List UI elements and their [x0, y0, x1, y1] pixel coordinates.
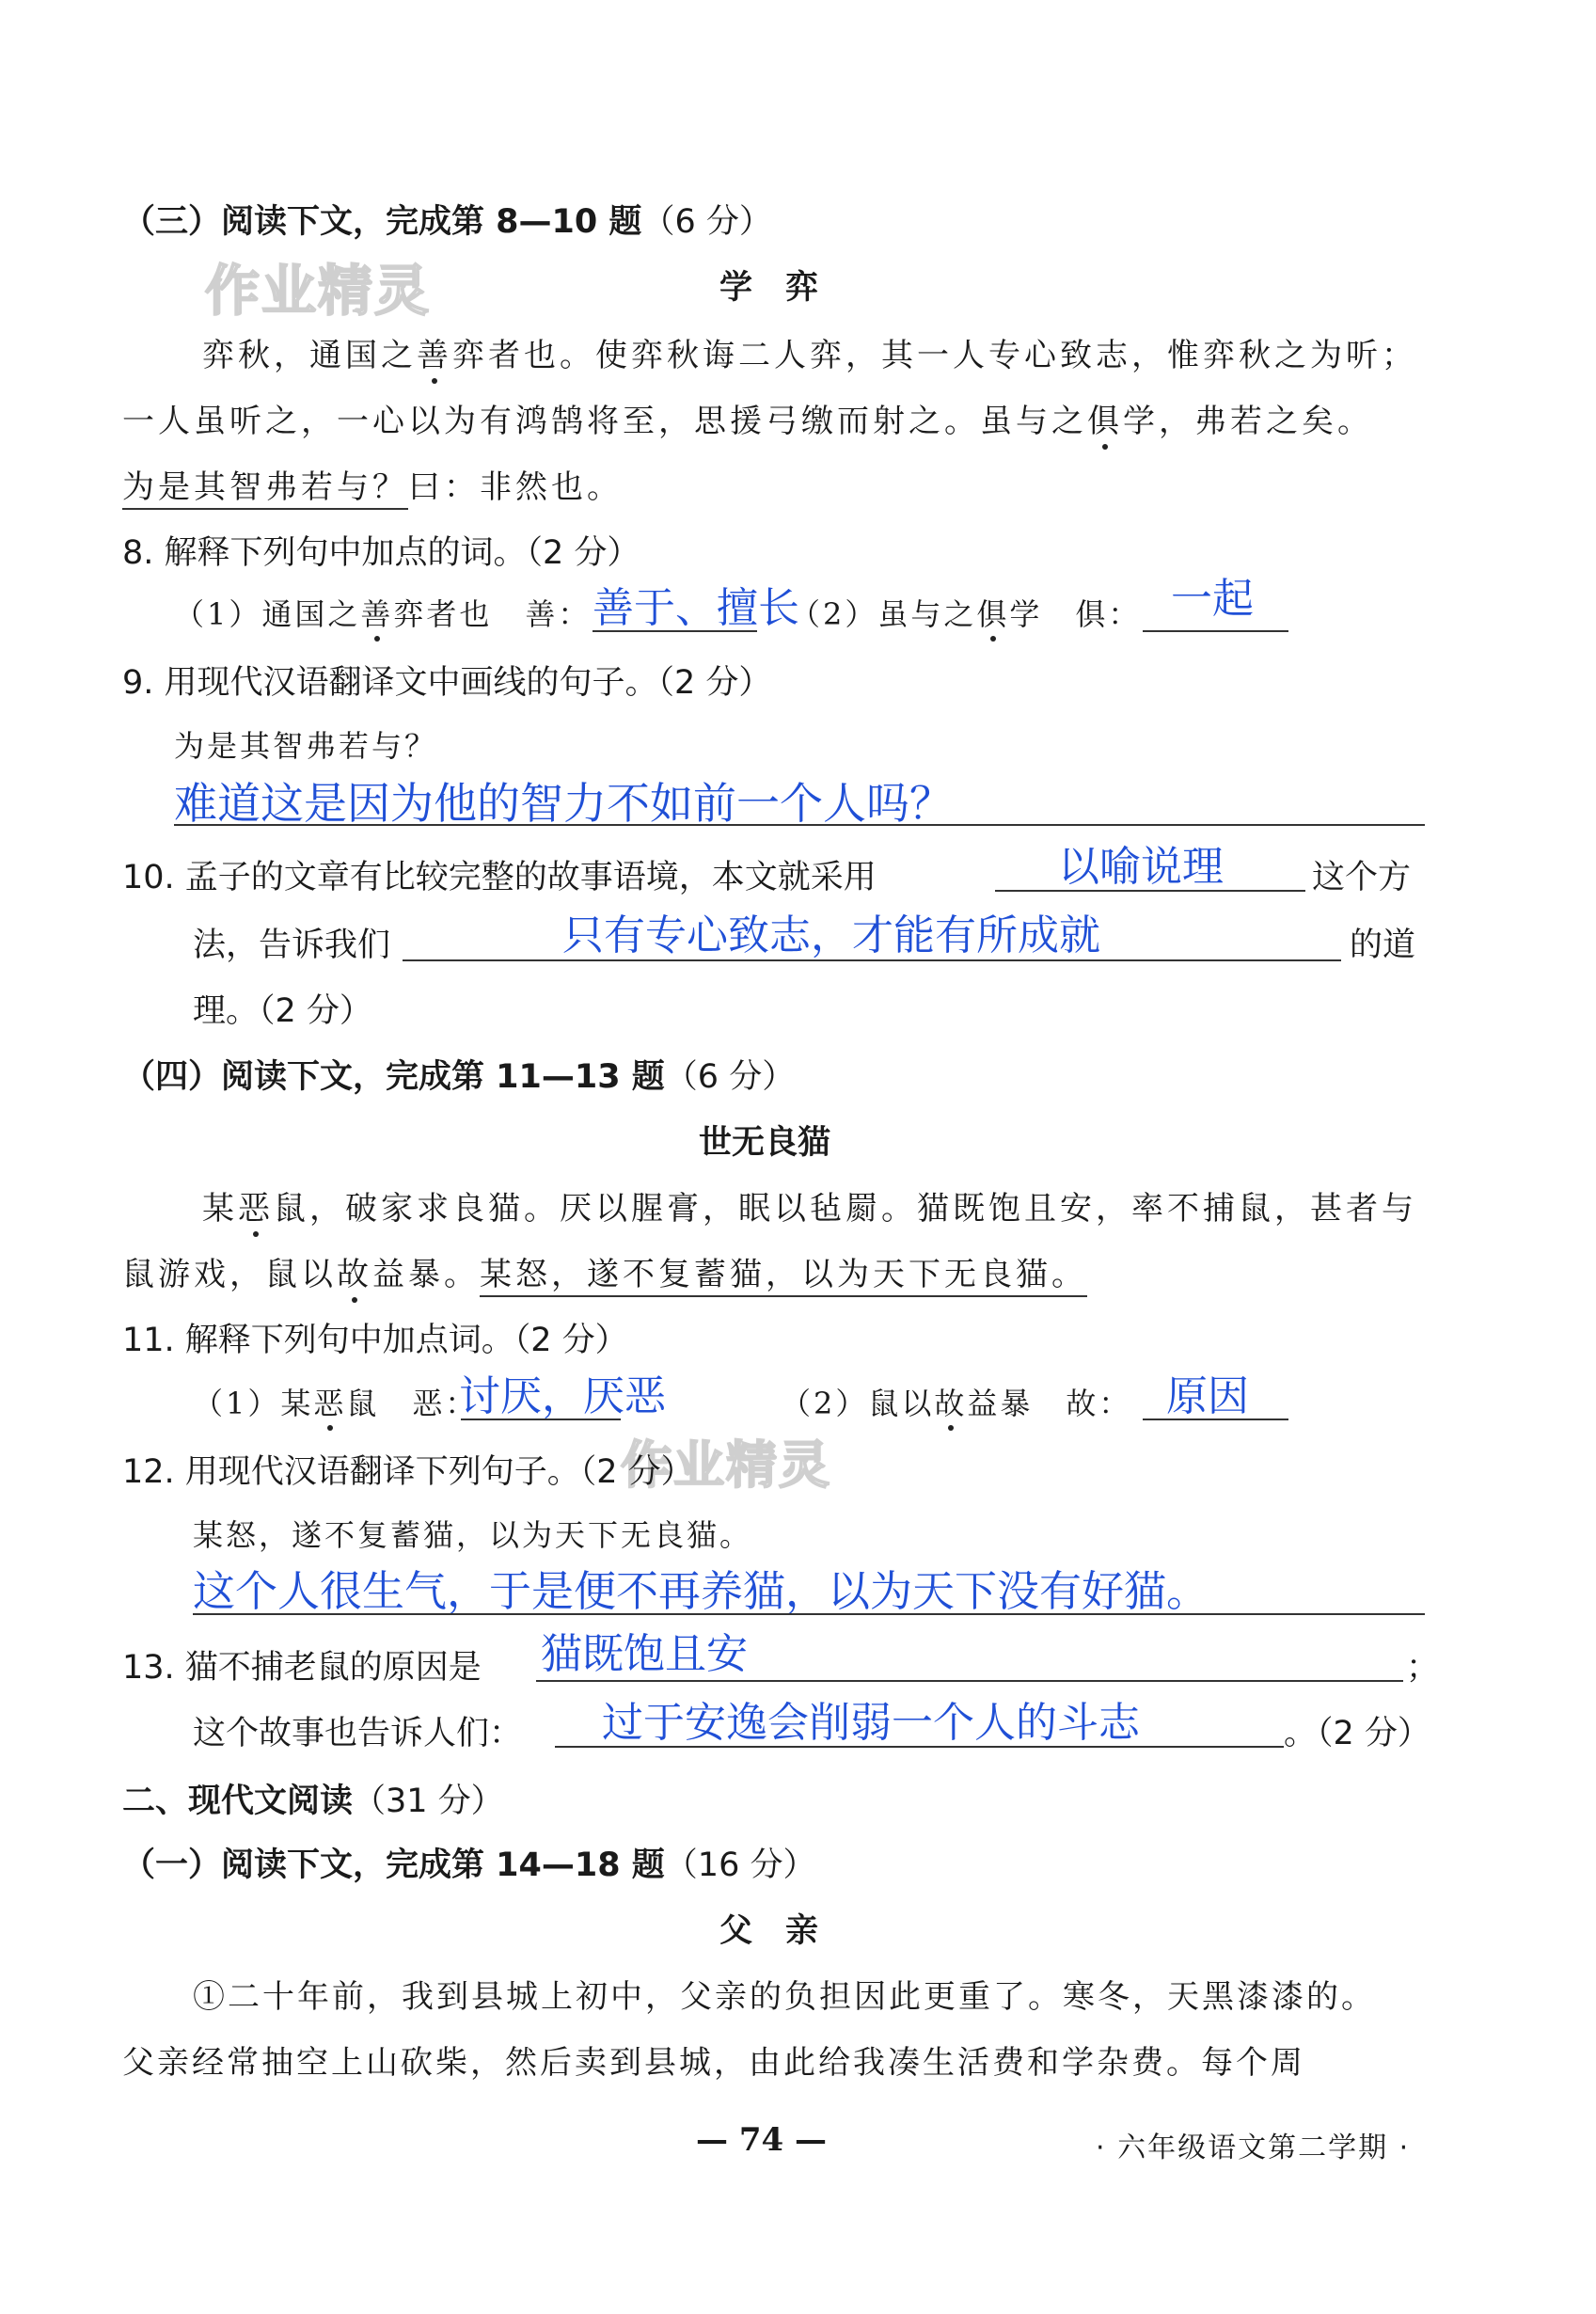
handwritten-answer: 善于、擅长: [593, 584, 799, 632]
handwritten-answer: 难道这是因为他的智力不如前一个人吗？: [174, 778, 953, 829]
question-8-item-2: （2）虽与之俱学 俱：: [790, 596, 1142, 632]
question-10-text: 这个方: [1312, 859, 1412, 896]
handwritten-answer: 讨厌，厌恶: [459, 1372, 666, 1420]
question-11-item-2: （2）鼠以故益暴 故：: [781, 1386, 1132, 1421]
passage-line: 一人虽听之，一心以为有鸿鹄将至，思援弓缴而射之。虽与之俱学，弗若之矣。: [122, 403, 1373, 440]
question-10-text: 法，告诉我们: [193, 927, 391, 964]
emphasis-dot-char: 善: [417, 337, 452, 374]
answer-line: [193, 1613, 1425, 1615]
watermark: 作业精灵: [205, 259, 432, 323]
question-13-text: ；: [1406, 1649, 1440, 1687]
answer-line: [174, 824, 1425, 826]
handwritten-answer: 一起: [1171, 575, 1254, 623]
page-number: — 74 —: [696, 2121, 827, 2159]
question-13-text: 。（2 分）: [1284, 1715, 1430, 1752]
section-heading: （三）阅读下文，完成第 8—10 题（6 分）: [122, 203, 772, 241]
question-13: 13. 猫不捕老鼠的原因是: [122, 1649, 482, 1687]
handwritten-answer: 以喻说理: [1058, 843, 1224, 891]
handwritten-answer: 这个人很生气，于是便不再养猫，以为天下没有好猫。: [193, 1566, 1209, 1616]
passage-line: 弈秋，通国之善弈者也。使弈秋诲二人弈，其一人专心致志，惟弈秋之为听；: [202, 337, 1417, 374]
section-heading: （一）阅读下文，完成第 14—18 题（16 分）: [122, 1846, 816, 1884]
question-12: 12. 用现代汉语翻译下列句子。（2 分）: [122, 1453, 694, 1491]
emphasis-dot-char: 俱: [1087, 403, 1123, 440]
passage-line: 为是其智弗若与？曰：非然也。: [122, 461, 623, 507]
passage-title: 父 亲: [719, 1912, 819, 1950]
part-heading: 二、现代文阅读（31 分）: [122, 1783, 504, 1820]
underlined-sentence: 为是其智弗若与？: [122, 468, 408, 510]
passage-title: 学 弈: [719, 269, 819, 307]
question-11: 11. 解释下列句中加点词。（2 分）: [122, 1322, 628, 1359]
watermark: 作业精灵: [621, 1435, 831, 1495]
answer-line: [536, 1680, 1403, 1682]
question-10: 10. 孟子的文章有比较完整的故事语境，本文就采用: [122, 859, 877, 896]
handwritten-answer: 猫既饱且安: [541, 1630, 748, 1678]
underlined-sentence: 某怒，遂不复蓄猫，以为天下无良猫。: [480, 1256, 1087, 1297]
question-11-item-1: （1）某恶鼠 恶：: [193, 1386, 479, 1421]
handwritten-answer: 过于安逸会削弱一个人的斗志: [602, 1699, 1140, 1747]
handwritten-answer: 只有专心致志，才能有所成就: [562, 911, 1100, 959]
passage-title: 世无良猫: [699, 1124, 831, 1162]
question-10-text: 理。（2 分）: [193, 992, 372, 1030]
passage-line: ①二十年前，我到县城上初中，父亲的负担因此更重了。寒冬，天黑漆漆的。: [193, 1978, 1376, 2016]
question-12-sentence: 某怒，遂不复蓄猫，以为天下无良猫。: [193, 1517, 753, 1553]
answer-line: [1143, 630, 1288, 632]
question-9-sentence: 为是其智弗若与？: [174, 728, 438, 764]
question-8: 8. 解释下列句中加点的词。（2 分）: [122, 534, 640, 572]
question-13-text: 这个故事也告诉人们：: [193, 1715, 523, 1752]
book-title: · 六年级语文第二学期 ·: [1096, 2132, 1411, 2164]
question-9: 9. 用现代汉语翻译文中画线的句子。（2 分）: [122, 664, 772, 702]
passage-line: 鼠游戏，鼠以故益暴。某怒，遂不复蓄猫，以为天下无良猫。: [122, 1248, 1087, 1294]
question-10-text: 的道: [1350, 927, 1416, 964]
passage-line: 某恶鼠，破家求良猫。厌以腥膏，眠以毡罽。猫既饱且安，率不捕鼠，甚者与: [202, 1190, 1417, 1228]
passage-line: 父亲经常抽空上山砍柴，然后卖到县城，由此给我凑生活费和学杂费。每个周: [122, 2044, 1305, 2082]
handwritten-answer: 原因: [1166, 1372, 1249, 1420]
section-heading: （四）阅读下文，完成第 11—13 题（6 分）: [122, 1058, 796, 1096]
question-8-item-1: （1）通国之善弈者也 善：: [174, 596, 592, 632]
